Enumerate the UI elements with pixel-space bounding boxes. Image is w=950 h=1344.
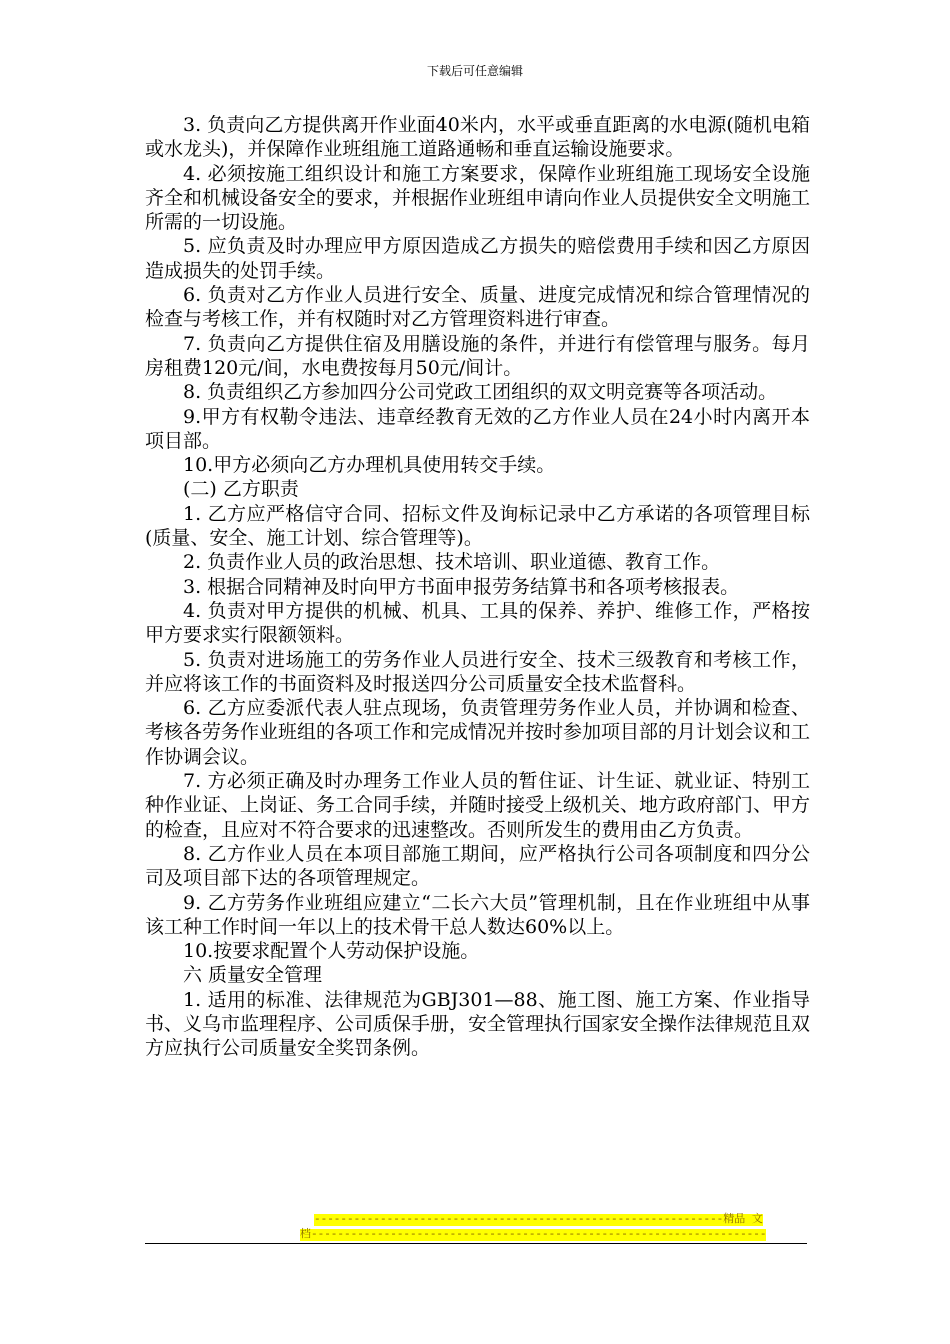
paragraph: 1. 乙方应严格信守合同、招标文件及询标记录中乙方承诺的各项管理目标(质量、安全、施工计划、综合管理等)。	[145, 502, 810, 550]
paragraph: 3. 负责向乙方提供离开作业面40米内，水平或垂直距离的水电源(随机电箱或水龙头)，并保障作业班组施工道路通畅和垂直运输设施要求。	[145, 114, 810, 161]
paragraph: 8. 负责组织乙方参加四分公司党政工团组织的双文明竞赛等各项活动。	[183, 381, 778, 404]
paragraph: 9. 乙方劳务作业班组应建立“二长六大员”管理机制，且在作业班组中从事该工种工作时间一年以上的技术骨干总人数达60%以上。	[145, 891, 810, 938]
section-heading: (二) 乙方职责	[183, 478, 299, 501]
footer-watermark-line1: --------------------------------------------------------------精品 文	[314, 1214, 763, 1226]
paragraph: 4. 负责对甲方提供的机械、机具、工具的保养、养护、维修工作，严格按甲方要求实行限额领料。	[145, 599, 810, 647]
paragraph: 5. 应负责及时办理应甲方原因造成乙方损失的赔偿费用手续和因乙方原因造成损失的处罚手续。	[145, 235, 810, 282]
paragraph: 6. 负责对乙方作业人员进行安全、质量、进度完成情况和综合管理情况的检查与考核工作，并有权随时对乙方管理资料进行审查。	[145, 284, 810, 331]
paragraph: 6. 乙方应委派代表人驻点现场，负责管理劳务作业人员，并协调和检查、考核各劳务作业班组的各项工作和完成情况并按时参加项目部的月计划会议和工作协调会议。	[145, 697, 811, 768]
paragraph: 7. 方必须正确及时办理务工作业人员的暂住证、计生证、就业证、特别工种作业证、上岗证、务工合同手续，并随时接受上级机关、地方政府部门、甲方的检查，且应对不符合要求的迅速整改。否则所发生的费用由乙方负责。	[145, 770, 811, 841]
footer-watermark	[300, 1213, 767, 1243]
document-body	[145, 113, 810, 1061]
paragraph: 8. 乙方作业人员在本项目部施工期间，应严格执行公司各项制度和四分公司及项目部下达的各项管理规定。	[145, 842, 810, 890]
footer-watermark-line2: 档---------------------------------------------------------------------	[300, 1229, 767, 1241]
paragraph: 5. 负责对进场施工的劳务作业人员进行安全、技术三级教育和考核工作，并应将该工作的书面资料及时报送四分公司质量安全技术监督科。	[145, 648, 810, 695]
section-heading: 六 质量安全管理	[183, 964, 323, 987]
header-note: 下载后可任意编辑	[426, 64, 523, 78]
paragraph: 7. 负责向乙方提供住宿及用膳设施的条件，并进行有偿管理与服务。每月房租费120元/间，水电费按每月50元/间计。	[145, 332, 810, 379]
paragraph: 10.按要求配置个人劳动保护设施。	[183, 940, 480, 963]
paragraph: 10.甲方必须向乙方办理机具使用转交手续。	[183, 454, 556, 477]
paragraph: 9.甲方有权勒令违法、违章经教育无效的乙方作业人员在24小时内离开本项目部。	[145, 405, 810, 452]
paragraph: 4. 必须按施工组织设计和施工方案要求，保障作业班组施工现场安全设施齐全和机械设备安全的要求，并根据作业班组申请向作业人员提供安全文明施工所需的一切设施。	[145, 162, 811, 234]
paragraph: 1. 适用的标准、法律规范为GBJ301—88、施工图、施工方案、作业指导书、义乌市监理程序、公司质保手册，安全管理执行国家安全操作法律规范且双方应执行公司质量安全奖罚条例。	[145, 988, 811, 1060]
paragraph: 2. 负责作业人员的政治思想、技术培训、职业道德、教育工作。	[183, 551, 721, 574]
footer-divider	[145, 1243, 807, 1244]
paragraph: 3. 根据合同精神及时向甲方书面申报劳务结算书和各项考核报表。	[183, 575, 740, 598]
